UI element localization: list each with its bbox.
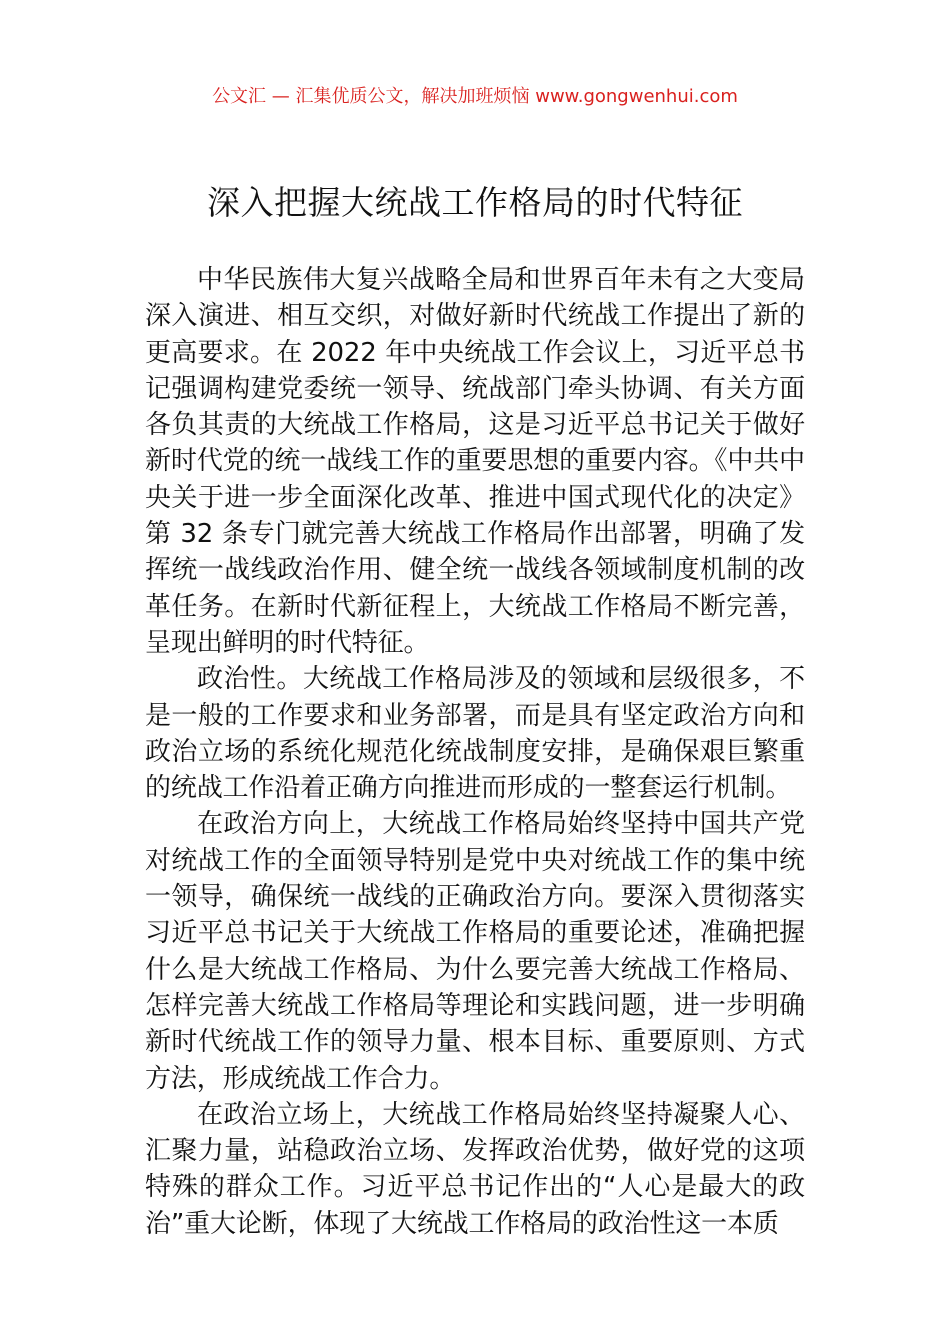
document-title: 深入把握大统战工作格局的时代特征 (207, 183, 743, 222)
site-header-banner: 公文汇 — 汇集优质公文，解决加班烦恼 www.gongwenhui.com (212, 86, 738, 107)
paragraph-political-direction: 在政治方向上，大统战工作格局始终坚持中国共产党对统战工作的全面领导特别是党中央对统战工作的集中统一领导，确保统一战线的正确政治方向。要深入贯彻落实习近平总书记关于大统战工作格局的重要论述，准确把握什么是大统战工作格局、为什么要完善大统战工作格局、怎样完善大统战工作格局等理论和实践问题，进一步明确新时代统战工作的领导力量、根本目标、重要原则、方式方法，形成统战工作合力。 (145, 809, 805, 1094)
paragraph-political-stance: 在政治立场上，大统战工作格局始终坚持凝聚人心、汇聚力量，站稳政治立场、发挥政治优势，做好党的这项特殊的群众工作。习近平总书记作出的“人心是最大的政治”重大论断，体现了大统战工作格局的政治性这一本质 (145, 1099, 805, 1239)
paragraph-political-nature: 政治性。大统战工作格局涉及的领域和层级很多，不是一般的工作要求和业务部署，而是具有坚定政治方向和政治立场的系统化规范化统战制度安排，是确保艰巨繁重的统战工作沿着正确方向推进而形成的一整套运行机制。 (145, 664, 805, 804)
document-body (145, 262, 805, 1242)
paragraph-intro: 中华民族伟大复兴战略全局和世界百年未有之大变局深入演进、相互交织，对做好新时代统战工作提出了新的更高要求。在 2022 年中央统战工作会议上，习近平总书记强调构建党委统一领导、统战部门牵头协调、有关方面各负其责的大统战工作格局，这是习近平总书记关于做好新时代党的统一战线工作的重要思想的重要内容。《中共中央关于进一步全面深化改革、推进中国式现代化的决定》第 32 条专门就完善大统战工作格局作出部署，明确了发挥统一战线政治作用、健全统一战线各领域制度机制的改革任务。在新时代新征程上，大统战工作格局不断完善，呈现出鲜明的时代特征。 (145, 265, 805, 658)
